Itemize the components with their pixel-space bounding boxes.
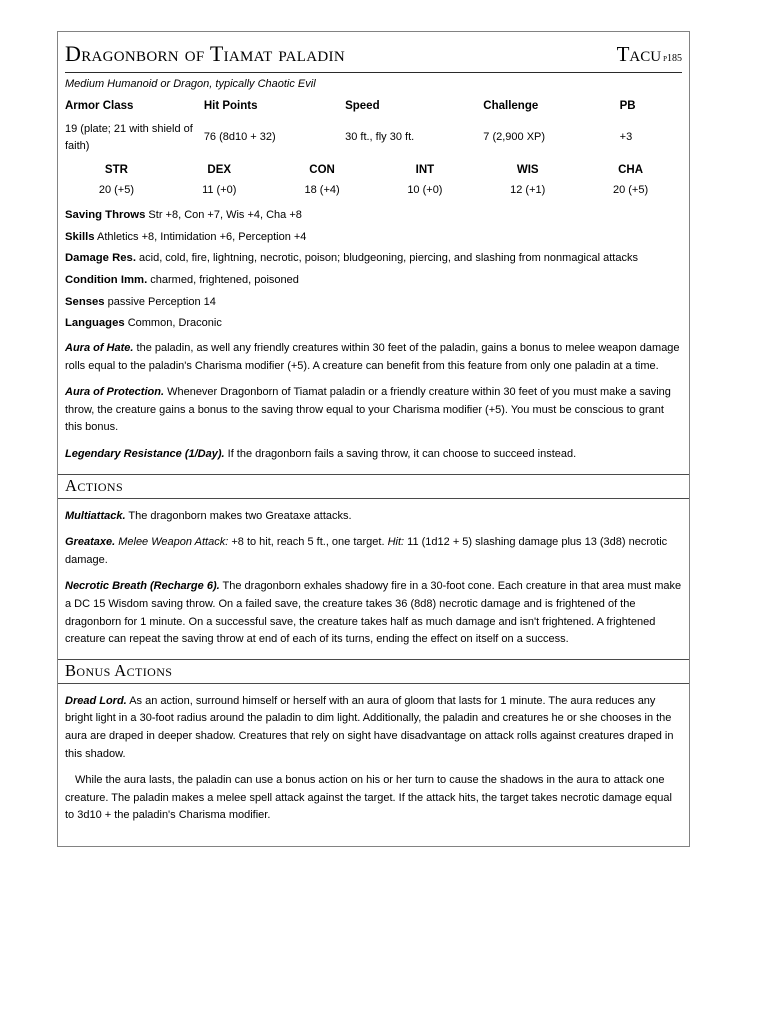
ability-name: DEX bbox=[207, 164, 232, 176]
action-multiattack bbox=[65, 508, 682, 526]
ability-name: INT bbox=[415, 164, 435, 176]
action-name: Necrotic Breath (Recharge 6). bbox=[65, 580, 220, 593]
action-necrotic-breath bbox=[65, 578, 682, 648]
trait-text: Whenever Dragonborn of Tiamat paladin or a friendly creature within 30 feet of you must make a saving throw, the creature gains a bonus to the saving throw equal to your Charisma modifier (+5). You must be conscious to grant this bonus. bbox=[65, 386, 671, 434]
pb-label: PB bbox=[619, 100, 636, 112]
hit-points-label: Hit Points bbox=[203, 100, 258, 112]
source-book: Tacu bbox=[616, 42, 662, 66]
trait-name: Legendary Resistance (1/Day). bbox=[65, 448, 225, 460]
prop-value: charmed, frightened, poisoned bbox=[150, 274, 299, 287]
bonus-action-dread-lord-continued: While the aura lasts, the paladin can use a bonus action on his or her turn to cause the shadows in the aura to attack one creature. The paladin makes a melee spell attack against the target. If the attack hits, the target takes necrotic damage equal to 3d10 + the paladin's Charisma modifier. bbox=[65, 774, 672, 822]
ability-score: 10 (+0) bbox=[407, 184, 443, 196]
speed-label: Speed bbox=[345, 100, 380, 112]
statblock-title: Dragonborn of Tiamat paladin bbox=[65, 41, 345, 66]
action-greataxe bbox=[65, 534, 682, 569]
ability-score: 20 (+5) bbox=[98, 184, 134, 196]
attack-type: Melee Weapon Attack: bbox=[118, 536, 229, 549]
speed-value: 30 ft., fly 30 ft. bbox=[345, 131, 415, 144]
armor-class-value: 19 (plate; 21 with shield of faith) bbox=[65, 123, 193, 152]
prop-label: Languages bbox=[65, 317, 125, 330]
prop-value: acid, cold, fire, lightning, necrotic, poison; bludgeoning, piercing, and slashing from nonmagical attacks bbox=[139, 252, 638, 265]
hit-label: Hit: bbox=[387, 536, 405, 549]
prop-label: Skills bbox=[65, 230, 95, 243]
ability-cha bbox=[579, 164, 682, 196]
hit-points-value: 76 (8d10 + 32) bbox=[203, 131, 276, 144]
statblock-header bbox=[65, 38, 682, 71]
properties bbox=[65, 208, 682, 331]
ability-score: 18 (+4) bbox=[304, 184, 340, 196]
action-name: Multiattack. bbox=[65, 509, 126, 522]
source-page-number: p185 bbox=[663, 53, 682, 64]
challenge-value: 7 (2,900 XP) bbox=[483, 131, 546, 144]
bonus-action-dread-lord bbox=[65, 693, 682, 763]
armor-class-label: Armor Class bbox=[65, 100, 134, 112]
prop-label: Saving Throws bbox=[65, 209, 146, 221]
actions-heading: Actions bbox=[58, 474, 689, 499]
trait-name: Aura of Protection. bbox=[65, 386, 165, 399]
pb-value: +3 bbox=[619, 131, 633, 144]
trait-text: the paladin, as well any friendly creatures within 30 feet of the paladin, gains a bonus to melee weapon damage rolls equal to the paladin's Charisma modifier (+5). A creature can benefit from this feature from only one paladin at a time. bbox=[65, 342, 680, 372]
prop-value: passive Perception 14 bbox=[107, 295, 216, 308]
prop-skills bbox=[65, 230, 682, 245]
prop-senses bbox=[65, 295, 682, 310]
ability-score: 20 (+5) bbox=[612, 184, 649, 196]
title-divider bbox=[65, 72, 682, 73]
prop-label: Condition Imm. bbox=[65, 274, 148, 287]
hit-text: 11 (1d12 + 5) slashing damage plus 13 (3d8) necrotic damage. bbox=[65, 536, 668, 566]
prop-saving-throws bbox=[65, 208, 682, 223]
ability-con bbox=[271, 164, 374, 196]
prop-label: Senses bbox=[65, 295, 105, 308]
bonus-action-name: Dread Lord. bbox=[65, 694, 127, 707]
ability-name: WIS bbox=[516, 164, 539, 176]
statblock bbox=[57, 31, 690, 847]
trait-legendary-resistance bbox=[65, 446, 682, 464]
prop-value: Str +8, Con +7, Wis +4, Cha +8 bbox=[148, 209, 302, 221]
ability-wis bbox=[476, 164, 579, 196]
creature-meta: Medium Humanoid or Dragon, typically Chaotic Evil bbox=[65, 78, 316, 90]
bonus-actions-heading: Bonus Actions bbox=[58, 659, 689, 684]
ability-score: 11 (+0) bbox=[202, 184, 237, 196]
prop-value: Athletics +8, Intimidation +6, Perception +4 bbox=[96, 230, 307, 243]
top-stats-labels bbox=[65, 100, 682, 112]
ability-str bbox=[65, 164, 168, 196]
trait-aura-of-hate bbox=[65, 340, 682, 375]
traits bbox=[65, 340, 682, 464]
attack-text: +8 to hit, reach 5 ft., one target. bbox=[231, 536, 385, 549]
prop-label: Damage Res. bbox=[65, 252, 136, 265]
ability-name: CON bbox=[309, 164, 335, 176]
trait-name: Aura of Hate. bbox=[65, 342, 134, 355]
prop-languages bbox=[65, 316, 682, 331]
prop-value: Common, Draconic bbox=[127, 317, 222, 330]
top-stats-values bbox=[65, 121, 682, 154]
ability-dex bbox=[168, 164, 271, 196]
ability-name: STR bbox=[104, 164, 128, 176]
trait-aura-of-protection bbox=[65, 384, 682, 437]
prop-damage-resistances bbox=[65, 251, 682, 266]
action-text: The dragonborn makes two Greataxe attacks. bbox=[128, 509, 352, 522]
source-ref bbox=[617, 42, 682, 67]
ability-name: CHA bbox=[618, 164, 644, 176]
trait-text: If the dragonborn fails a saving throw, it can choose to succeed instead. bbox=[227, 448, 577, 460]
action-text: The dragonborn exhales shadowy fire in a 30-foot cone. Each creature in that area must make a DC 15 Wisdom saving throw. On a failed save, the creature takes 36 (8d8) necrotic damage and is frightened of the dragonborn for 1 minute. On a successful save, the creature takes half as much damage and isn't frightened. A frightened creature can repeat the saving throw at end of each of its turns, ending the effect on itself on a success. bbox=[65, 580, 682, 646]
bonus-action-text: As an action, surround himself or herself with an aura of gloom that lasts for 1 minute. The aura reduces any bright light in a 30-foot radius around the paladin to dim light. Additionally, the paladin and creatures he or she chooses in the aura are draped in deeper shadow. Creatures that rely on sight have disadvantage on attack rolls against creatures draped in this shadow. bbox=[65, 694, 674, 760]
prop-condition-immunities bbox=[65, 273, 682, 288]
ability-int bbox=[373, 164, 476, 196]
ability-score: 12 (+1) bbox=[510, 184, 546, 196]
challenge-label: Challenge bbox=[483, 100, 539, 112]
ability-scores bbox=[65, 164, 682, 196]
action-name: Greataxe. bbox=[65, 536, 116, 549]
